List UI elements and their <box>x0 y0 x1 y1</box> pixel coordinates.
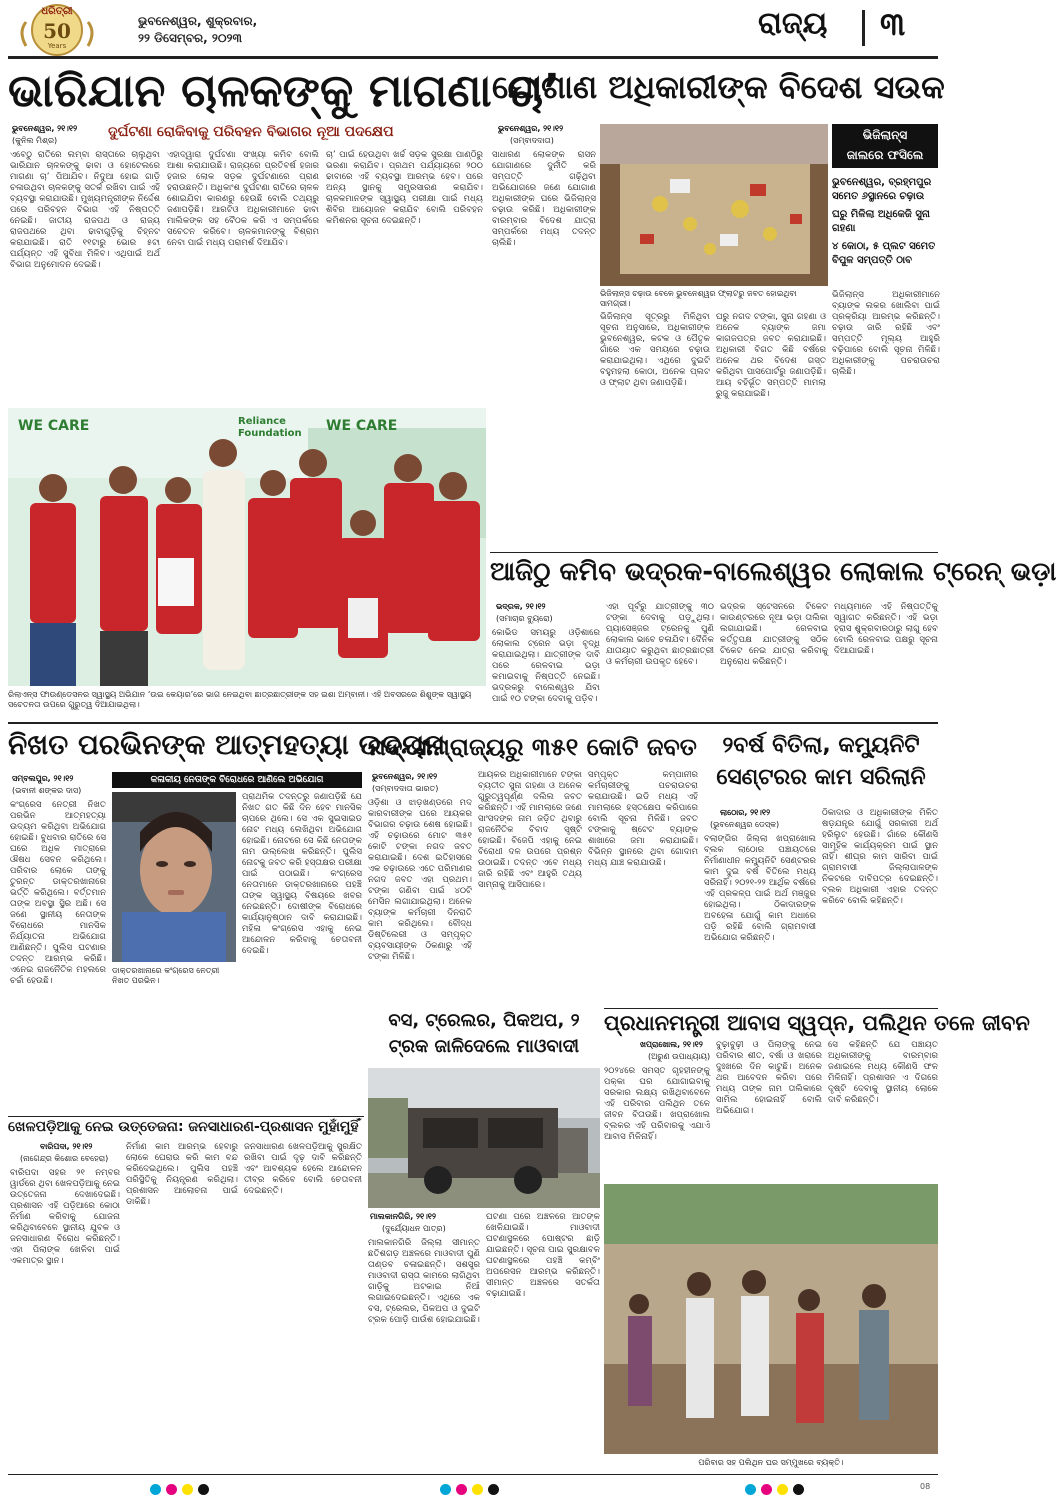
section-title: ରାଜ୍ୟ <box>758 6 828 41</box>
story6-dateline: ମାଲକାନଗିରି, ୨୧।୧୨ <box>370 1212 436 1221</box>
story6-byline: (ଦୁର୍ଯ୍ୟୋଧନ ପାତ୍ର) <box>382 1224 446 1233</box>
story8-top-rule <box>604 1008 938 1009</box>
reliance-photo <box>8 408 486 686</box>
anniversary-logo <box>12 2 102 56</box>
story9-headline: ଖେଳପଡ଼ିଆକୁ ନେଇ ଉତ୍ତେଜନା: ଜନସାଧାରଣ-ପ୍ରଶାସନ ମୁହାଁମୁହିଁ <box>8 1119 359 1135</box>
story9-col3: ଜନସାଧାରଣ ଖେଳପଡ଼ିଆକୁ ସୁରକ୍ଷିତ ରଖିବା ପାଇଁ ଦୃଢ଼ ଦାବି କରିଛନ୍ତି ଏବଂ ଆବଶ୍ୟକ ହେଲେ ଆନ୍ଦୋଳନ ତୀବ୍ର କରିବେ ବୋଲି ଚେତାବନୀ ଦେଇଛନ୍ତି। <box>244 1142 362 1196</box>
story2-col3: ଭିଜିଲାନ୍ସ ଅଧିକାରୀମାନେ ବ୍ୟାଙ୍କ ଲକର ଖୋଲିବା ପାଇଁ ପ୍ରକ୍ରିୟା ଆରମ୍ଭ କରିଛନ୍ତି। ଚଢ଼ାଉ ଜାରି ରହିଛି ଏବଂ ସମ୍ପତ୍ତି ମୂଲ୍ୟ ଆହୁରି ବଢ଼ିପାରେ ବୋଲି ସୂଚନା ମିଳିଛି। ଅଧିକାରୀଙ୍କୁ ପଚରାଉଚରା ଚାଲିଛି। <box>832 290 940 377</box>
banner-we-care-right: WE CARE <box>326 418 398 434</box>
vigilance-box-title-1: ଭିଜିଲାନ୍ସ <box>862 128 908 142</box>
logo-years: Years <box>47 42 67 50</box>
story5-headline: ମଦ ସାମ୍ରାଜ୍ୟରୁ ୩୫୧ କୋଟି ଜବତ <box>368 733 697 761</box>
story9-byline: (ନାଗେନ୍ଦ୍ର କିଶୋର ବେହେରା) <box>20 1154 109 1163</box>
story5-col3: ସମ୍ପୃକ୍ତ କମ୍ପାନୀର କର୍ମଚାରୀଙ୍କୁ ପଚରାଉଚରା କରାଯାଉଛି। ଇଡି ମଧ୍ୟ ଏହି ମାମଲାରେ ହସ୍ତକ୍ଷେପ କରିପାରେ ବୋଲି ସୂଚନା ମିଳିଛି। ଜବତ ଟଙ୍କାକୁ ଷ୍ଟେଟ ବ୍ୟାଙ୍କ ଶାଖାରେ ଜମା କରାଯାଇଛି। ବିଭିନ୍ନ ସ୍ଥାନରେ ଥିବା ଗୋଦାମ ମଧ୍ୟ ଯାଞ୍ଚ କରାଯାଉଛି। <box>588 770 698 868</box>
burnt-truck-photo <box>368 1068 600 1208</box>
page-number: ୩ <box>880 5 906 43</box>
banner-we-care-left: WE CARE <box>18 418 90 434</box>
nikhat-photo <box>112 792 236 962</box>
story8-col3: ସେ କହିଛନ୍ତି ଯେ ପଞ୍ଚାୟତ ଅଧିକାରୀଙ୍କୁ ବାରମ୍ବାର ଜଣାଇଲେ ମଧ୍ୟ କୌଣସି ଫଳ ମିଳିନାହିଁ। ପ୍ରଶାସନ ଏ ଦିଗରେ ଦୃଷ୍ଟି ଦେବାକୁ ସ୍ଥାନୀୟ ଲୋକେ ଦାବି କରିଛନ୍ତି। <box>828 1040 938 1105</box>
story7-col1: ବଲାଙ୍ଗିର ଜିଲ୍ଲା ଖପ୍ରାଖୋଲ ବ୍ଲକ ଲାଠୋର ପଞ୍ଚାୟତରେ ନିର୍ମାଣାଧୀନ କମ୍ୟୁନିଟି ସେଣ୍ଟରର କାମ ଦୁଇ ବର୍ଷ ବିତିଲେ ମଧ୍ୟ ସରିନାହିଁ। ୨୦୨୧-୨୨ ଆର୍ଥିକ ବର୍ଷରେ ଏହି ପ୍ରକଳ୍ପ ପାଇଁ ଅର୍ଥ ମଞ୍ଜୁର ହୋଇଥିଲା। ଠିକାଦାରଙ୍କ ଅବହେଳା ଯୋଗୁଁ କାମ ଅଧାରେ ପଡ଼ି ରହିଛି ବୋଲି ଗ୍ରାମବାସୀ ଅଭିଯୋଗ କରିଛନ୍ତି। <box>704 834 816 943</box>
footer-rule <box>8 1474 938 1475</box>
story4-label: କଳାକୀୟ ନେତାଙ୍କ ବିରୋଧରେ ଆଣିଲେ ଅଭିଯୋଗ <box>112 772 362 788</box>
story6-col1: ମାଲକାନଗିରି ଜିଲ୍ଲା ସୀମାନ୍ତ ଛତିଶଗଡ଼ ଅଞ୍ଚଳରେ ମାଓବାଦୀ ପୁଣି ତାଣ୍ଡବ ଚଳାଇଛନ୍ତି। ସଶସ୍ତ୍ର ମାଓବାଦୀ ରାସ୍ତା କାମରେ ଲାଗିଥିବା ଗାଡ଼ିକୁ ଅଟକାଇ ନିଆଁ ଲଗାଇଦେଇଛନ୍ତି। ଏଥିରେ ଏକ ବସ, ଟ୍ରେଲର, ପିକଅପ ଓ ଦୁଇଟି ଟ୍ରକ ପୋଡ଼ି ପାଉଁଶ ହୋଇଯାଇଛି। <box>368 1238 480 1325</box>
story1-subhead: ଦୁର୍ଘଟଣା ରୋକିବାକୁ ପରିବହନ ବିଭାଗର ନୂଆ ପଦକ୍ଷେପ <box>108 124 394 140</box>
mid-rule <box>8 722 938 724</box>
story7-headline-2: ସେଣ୍ଟରର କାମ ସରିଲାନି <box>716 765 926 790</box>
section-divider <box>862 10 865 46</box>
story8-col1: ୨୦୨୪ରେ ସମସ୍ତ ଗୃହହୀନଙ୍କୁ ପକ୍କା ଘର ଯୋଗାଇବାକୁ ସରକାର ଲକ୍ଷ୍ୟ ରଖିଥିବାବେଳେ ଏହି ପରିବାର ପଲିଥିନ ତଳେ ଜୀବନ ବିତାଉଛି। ଖପ୍ରାଖୋଲ ବ୍ଲକର ଏହି ପରିବାରକୁ ଏଯାଏଁ ଆବାସ ମିଳିନାହିଁ। <box>604 1066 710 1142</box>
story2-col1: ଭିଜିଲାନ୍ସ ସୂତ୍ରରୁ ମିଳିଥିବା ସୂଚନା ଅନୁସାରେ, ଅଧିକାରୀଙ୍କ ଭୁବନେଶ୍ୱର, କଟକ ଓ ପୈତୃକ ଗାଁରେ ଏକ ସମୟରେ ଚଢ଼ାଉ କରାଯାଇଥିଲା। ଏଥିରେ ଦୁଇଟି ବହୁମହଲା କୋଠା, ଅନେକ ପ୍ଲଟ ଓ ଫ୍ଲାଟ ଥିବା ଜଣାପଡ଼ିଛି। <box>600 312 710 388</box>
registration-marks <box>0 1480 945 1498</box>
story3-col2: ଏହା ପୂର୍ବରୁ ଯାତ୍ରୀଙ୍କୁ ୩୦ ଟଙ୍କା ଦେବାକୁ ପଡ଼ୁଥିଲା। ପ୍ୟାସେଞ୍ଜର ଟ୍ରେନକୁ ପୁଣି ଲୋକାଲ ଭାବେ ଚଳାଯିବ। ଦୈନିକ ଯାତାୟାତ କରୁଥିବା ଛାତ୍ରଛାତ୍ରୀ ଓ କର୍ମଚାରୀ ଉପକୃତ ହେବେ। <box>606 602 714 667</box>
vigilance-photo <box>600 124 828 286</box>
vigilance-photo-caption: ଭିଜିଲାନ୍ସ ଚଢ଼ାଉ ବେଳେ ଭୁବନେଶ୍ୱର ଫ୍ଲାଟରୁ ଜବତ ହୋଇଥିବା ସାମଗ୍ରୀ। <box>600 289 797 308</box>
reg-dot-black-2 <box>488 1484 499 1495</box>
story2-intro: ସାଧାରଣ ଲୋକଙ୍କ ରାସନ ଯୋଗାଣରେ ଦୁର୍ନୀତି କରି ସମ୍ପତ୍ତି ଗଢ଼ିଥିବା ଅଭିଯୋଗରେ ଜଣେ ଯୋଗାଣ ଅଧିକାରୀଙ୍କ ଘରେ ଭିଜିଲାନ୍ସ ଚଢ଼ାଉ କରିଛି। ଅଧିକାରୀଙ୍କ ବାରମ୍ବାର ବିଦେଶ ଯାତ୍ରା ସମ୍ପର୍କରେ ମଧ୍ୟ ତଦନ୍ତ ଚାଲିଛି। <box>492 150 596 248</box>
story2-intro-cont <box>492 404 596 548</box>
bullet-2: ଘରୁ ମିଳିଲା ଅଧିକେଜି ସୁନା ଗହଣା <box>832 209 930 234</box>
photo1-caption: ରିଲାଏନ୍ସ ଫାଉଣ୍ଡେସନର ସ୍ୱାସ୍ଥ୍ୟ ଅଭିଯାନ ‘ଉଇ କେୟାର’ରେ ଭାଗ ନେଇଥିବା ଛାତ୍ରଛାତ୍ରୀଙ୍କ ସହ ଇଶା ଅମ୍ବାନୀ। ଏହି ଅବସରରେ ଶିଶୁଙ୍କ ସ୍ୱାସ୍ଥ୍ୟ ସଚେତନତା ଉପରେ ଗୁରୁତ୍ୱ ଦିଆଯାଇଥିଲା। <box>8 690 472 709</box>
story5-col2: ଆୟକର ଅଧିକାରୀମାନେ ଟଙ୍କା ବ୍ୟତୀତ ସୁନା ଗହଣା ଓ ଅନେକ ଗୁରୁତ୍ୱପୂର୍ଣ୍ଣ ଦଲିଲ ଜବତ କରିଛନ୍ତି। ଏହି ମାମଲାରେ ଜଣେ ସାଂସଦଙ୍କ ନାମ ଜଡ଼ିତ ଥିବାରୁ ରାଜନୈତିକ ବିବାଦ ସୃଷ୍ଟି ହୋଇଛି। ବିଜେପି ଏହାକୁ ନେଇ ବିରୋଧୀ ଦଳ ଉପରେ ପ୍ରଶ୍ନ ଉଠାଇଛି। ତଦନ୍ତ ଏବେ ମଧ୍ୟ ଜାରି ରହିଛି ଏବଂ ଆହୁରି ତଥ୍ୟ ସାମ୍ନାକୁ ଆସିପାରେ। <box>478 770 582 890</box>
date-line-2: ୨୨ ଡିସେମ୍ବର, ୨୦୨୩ <box>138 31 242 45</box>
story9-col2: ନିର୍ମାଣ କାମ ଆରମ୍ଭ ହେବାରୁ ଲୋକେ ଘେରାଉ କରି କାମ ବନ୍ଦ କରିଦେଇଥିଲେ। ପୁଲିସ ପହଞ୍ଚି ପରିସ୍ଥିତିକୁ ନିୟନ୍ତ୍ରଣ କରିଥିଲା। ପ୍ରଶାସନ ଆଲୋଚନା ପାଇଁ ଡାକିଛି। <box>126 1142 238 1207</box>
bullet-1: ଭୁବନେଶ୍ୱର, ବ୍ରହ୍ମପୁର ସମେତ ୬ସ୍ଥାନରେ ଚଢ଼ାଉ <box>832 177 932 202</box>
vigilance-box <box>832 124 938 168</box>
vigilance-bullets <box>832 176 940 286</box>
story5-dateline: ଭୁବନେଶ୍ୱର, ୨୧।୧୨ <box>372 772 438 781</box>
story4-dateline: ସମ୍ବଲପୁର, ୨୧।୧୨ <box>12 774 74 783</box>
story3-byline: (ସମାଚାର ବ୍ୟୁରୋ) <box>496 614 553 623</box>
story4-headline: ନିଖତ ପରଭିନଙ୍କ ଆତ୍ମହତ୍ୟା ଉଦ୍ୟମ <box>8 728 446 761</box>
story8-col2: ବୁଢ଼ାବୁଢ଼ୀ ଓ ପିଲାଙ୍କୁ ନେଇ ପରିବାର ଶୀତ, ବର୍ଷା ଓ ଖରାରେ ଦୁଃଖରେ ଦିନ କାଟୁଛି। ଅନେକ ଥର ଆବେଦନ କରିବା ପରେ ମଧ୍ୟ ତାଙ୍କ ନାମ ତାଲିକାରେ ସାମିଲ ହୋଇନାହିଁ ବୋଲି ଅଭିଯୋଗ। <box>716 1040 822 1116</box>
story3-col3: ଭଦ୍ରକ ସ୍ଟେସନରେ ଟିକେଟ କାଉଣ୍ଟରରେ ନୂଆ ଭଡ଼ା ତାଲିକା ଲଗାଯାଇଛି। ରେଳବାଇ କର୍ତ୍ତୃପକ୍ଷ ଯାତ୍ରୀଙ୍କୁ ସଠିକ ଟିକେଟ ନେଇ ଯାତ୍ରା କରିବାକୁ ଅନୁରୋଧ କରିଛନ୍ତି। <box>720 602 828 667</box>
story1-byline: (କୁନିଲ ମିଶ୍ର) <box>12 136 58 145</box>
story3-top-rule <box>490 552 938 553</box>
story8-headline: ପ୍ରଧାନମନ୍ତ୍ରୀ ଆବାସ ସ୍ୱପ୍ନ, ପଲିଥିନ ତଳେ ଜୀବନ <box>604 1011 1030 1035</box>
date-line-1: ଭୁବନେଶ୍ୱର, ଶୁକ୍ରବାର, <box>138 14 258 28</box>
story1-headline: ଭାରିଯାନ ଚାଳକଙ୍କୁ ମାଗଣା ଚା’ <box>8 64 561 117</box>
story4-col1-cont <box>10 1002 236 1112</box>
story4-col2: ପ୍ରାଥମିକ ତଦନ୍ତରୁ ଜଣାପଡ଼ିଛି ଯେ ନିଖତ ଗତ କିଛି ଦିନ ହେବ ମାନସିକ ଚାପରେ ଥିଲେ। ସେ ଏକ ସୁଇସାଇଡ ନୋଟ ମଧ୍ୟ ଲେଖିଥିବା ଅଭିଯୋଗ ହୋଇଛି। ନୋଟରେ ସେ କିଛି ନେତାଙ୍କ ନାମ ଉଲ୍ଲେଖ କରିଛନ୍ତି। ପୁଲିସ ନୋଟକୁ ଜବତ କରି ହସ୍ତାକ୍ଷର ପରୀକ୍ଷା ପାଇଁ ପଠାଇଛି। କଂଗ୍ରେସ ନେତାମାନେ ଡାକ୍ତରଖାନାରେ ପହଞ୍ଚି ତାଙ୍କ ସ୍ୱାସ୍ଥ୍ୟ ବିଷୟରେ ଖବର ନେଇଛନ୍ତି। ଦୋଷୀଙ୍କ ବିରୋଧରେ କାର୍ଯ୍ୟାନୁଷ୍ଠାନ ଦାବି କରାଯାଇଛି। ମହିଳା କଂଗ୍ରେସ ଏହାକୁ ନେଇ ଆନ୍ଦୋଳନ କରିବାକୁ ଚେତାବନୀ ଦେଇଛି। <box>242 792 362 956</box>
bullet-3: ୪ କୋଠା, ୫ ପ୍ଲଟ ସମେତ ବିପୁଳ ସମ୍ପତ୍ତି ଠାବ <box>832 241 936 266</box>
story1-col2: ଏହାଦ୍ୱାରା ଦୁର୍ଘଟଣା ସଂଖ୍ୟା କମିବ ବୋଲି ଆଶା କରାଯାଉଛି। ରାଜ୍ୟରେ ପ୍ରତିବର୍ଷ ହଜାର ହଜାର ଲୋକ ସଡ଼କ ଦୁର୍ଘଟଣାରେ ପ୍ରାଣ ହରାଉଛନ୍ତି। ଅଧିକାଂଶ ଦୁର୍ଘଟଣା ରାତିରେ ଚାଳକ ଶୋଇଯିବା କାରଣରୁ ହେଉଛି ବୋଲି ତଥ୍ୟରୁ ଜଣାପଡ଼ିଛି। ଆରଟିଓ ଅଧିକାରୀମାନେ ଢାବା ମାଲିକଙ୍କ ସହ ବୈଠକ କରି ଏ ସମ୍ପର୍କରେ ସଚେତନ କରିବେ। ଚାଳକମାନଙ୍କୁ ବିଶ୍ରାମ ନେବା ପାଇଁ ମଧ୍ୟ ପରାମର୍ଶ ଦିଆଯିବ। <box>167 150 319 248</box>
story6-headline: ବସ, ଟ୍ରେଲର, ପିକଅପ, ୨ ଟ୍ରକ ଜାଳିଦେଲେ ମାଓବାଦୀ <box>388 1010 580 1057</box>
reg-dot-magenta-1 <box>166 1484 177 1495</box>
reg-dot-cyan-2 <box>440 1484 451 1495</box>
story2-col2: ଘରୁ ନଗଦ ଟଙ୍କା, ସୁନା ଗହଣା ଓ ଅନେକ ବ୍ୟାଙ୍କ ଜମା କାଗଜପତ୍ର ଜବତ କରାଯାଇଛି। ଅଧିକାରୀ ବିଗତ କିଛି ବର୍ଷରେ ଅନେକ ଥର ବିଦେଶ ଗସ୍ତ କରିଥିବା ପାସପୋର୍ଟରୁ ଜଣାପଡ଼ିଛି। ଆୟ ବହିର୍ଭୂତ ସମ୍ପତ୍ତି ମାମଲା ରୁଜୁ କରାଯାଇଛି। <box>716 312 826 399</box>
reg-dot-black-1 <box>198 1484 209 1495</box>
story7-headline-1: ୨ବର୍ଷ ବିତିଲା, କମ୍ୟୁନିଟି <box>722 733 920 758</box>
story3-headline: ଆଜିଠୁ କମିବ ଭଦ୍ରକ-ବାଲେଶ୍ୱର ଲୋକାଲ ଟ୍ରେନ୍ ଭଡ଼ା <box>490 557 1056 587</box>
story3-col4: ମଧ୍ୟମାନେ ଏହି ନିଷ୍ପତ୍ତିକୁ ସ୍ୱାଗତ କରିଛନ୍ତି। ଏହି ଭଡ଼ା ହ୍ରାସ ଶୁକ୍ରବାରଠାରୁ ଲାଗୁ ହେବ ବୋଲି ରେଳବାଇ ପକ୍ଷରୁ ସୂଚନା ଦିଆଯାଇଛି। <box>834 602 938 656</box>
story8-dateline: ଖପ୍ରାଖୋଲ, ୨୧।୧୨ <box>640 1040 703 1049</box>
logo-number: 50 <box>43 19 71 43</box>
reg-dot-cyan-1 <box>150 1484 161 1495</box>
reg-dot-yellow-3 <box>777 1484 788 1495</box>
story9-dateline: ବାରିପଦା, ୨୧।୧୨ <box>40 1142 93 1151</box>
reg-dot-magenta-2 <box>456 1484 467 1495</box>
family-photo <box>604 1184 938 1454</box>
story5-col1: ଓଡ଼ିଶା ଓ ଝାଡ଼ଖଣ୍ଡରେ ମଦ କାରବାରୀଙ୍କ ଘରେ ଆୟକର ବିଭାଗର ଚଢ଼ାଉ ଶେଷ ହୋଇଛି। ଏହି ଚଢ଼ାଉରେ ମୋଟ ୩୫୧ କୋଟି ଟଙ୍କା ନଗଦ ଜବତ କରାଯାଇଛି। ଦେଶ ଇତିହାସରେ ଏକ ଚଢ଼ାଉରେ ଏତେ ପରିମାଣର ନଗଦ ଜବତ ଏହା ପ୍ରଥମ। ଟଙ୍କା ଗଣିବା ପାଇଁ ୪୦ଟି ମେସିନ ଲଗାଯାଇଥିଲା। ଅନେକ ବ୍ୟାଙ୍କ କର୍ମଚାରୀ ଦିନରାତି କାମ କରିଥିଲେ। ବୌଦ୍ଧ ଡିଷ୍ଟିଲେରୀ ଓ ସମ୍ପୃକ୍ତ ବ୍ୟବସାୟୀଙ୍କ ଠିକଣାରୁ ଏହି ଟଙ୍କା ମିଳିଛି। <box>368 798 472 962</box>
reg-dot-yellow-2 <box>472 1484 483 1495</box>
story7-byline: (ଭୁବନେଶ୍ୱର ଡେସ୍କ) <box>710 820 780 829</box>
story1-col1: ଏବେଠୁ ରାତିରେ ଲମ୍ବା ରାସ୍ତାରେ ଚାଲୁଥିବା ଭାରିଯାନ ଚାଳକଙ୍କୁ ଢାବା ଓ ହୋଟେଲରେ ମାଗଣା ଚା’ ପିଆଯିବ। ନିଦୁଆ ହୋଇ ଗାଡ଼ି ଚଳାଉଥିବା ଚାଳକଙ୍କୁ ସତର୍କ ରଖିବା ପାଇଁ ଏହି ବ୍ୟବସ୍ଥା କରାଯାଉଛି। ମୁଖ୍ୟମନ୍ତ୍ରୀଙ୍କ ନିର୍ଦ୍ଦେଶ ପରେ ପରିବହନ ବିଭାଗ ଏହି ନିଷ୍ପତ୍ତି ନେଇଛି। ଜାତୀୟ ରାଜପଥ ଓ ରାଜ୍ୟ ରାଜପଥରେ ଥିବା ଢାବାଗୁଡ଼ିକୁ ଚିହ୍ନଟ କରାଯାଇଛି। ରାତି ୧୧ଟାରୁ ଭୋର ୫ଟା ପର୍ଯ୍ୟନ୍ତ ଏହି ସୁବିଧା ମିଳିବ। ଏଥିପାଇଁ ଅର୍ଥ ବିଭାଗ ଅନୁମୋଦନ ଦେଇଛି। <box>10 150 160 270</box>
banner-reliance-foundation: Reliance Foundation <box>238 416 302 439</box>
story7-col2: ଠିକାଦାର ଓ ଅଧିକାରୀଙ୍କ ମିଳିତ ଷଡ଼ଯନ୍ତ୍ର ଯୋଗୁଁ ସରକାରୀ ଅର୍ଥ ହରିଲୁଟ ହେଉଛି। ଗାଁରେ କୌଣସି ସାମୂହିକ କାର୍ଯ୍ୟକ୍ରମ ପାଇଁ ସ୍ଥାନ ନାହିଁ। ଶୀଘ୍ର କାମ ସାରିବା ପାଇଁ ଗ୍ରାମବାସୀ ଜିଲ୍ଲାପାଳଙ୍କ ନିକଟରେ ଦାବିପତ୍ର ଦେଇଛନ୍ତି। ବ୍ଲକ ଅଧିକାରୀ ଏହାର ତଦନ୍ତ କରିବେ ବୋଲି କହିଛନ୍ତି। <box>822 808 938 906</box>
story4-byline: (ଭବାନୀ ଶଙ୍କର ଦାସ) <box>12 786 82 795</box>
story7-dateline: ଲାଠୋର, ୨୧।୧୨ <box>720 808 771 817</box>
logo-name: ଧରିତ୍ରୀ <box>41 6 73 17</box>
story3-col1: କୋଭିଡ ସମୟରୁ ଓଡ଼ିଶାରେ ଲୋକାଲ ଟ୍ରେନ ଭଡ଼ା ବୃଦ୍ଧି କରାଯାଇଥିଲା। ଯାତ୍ରୀଙ୍କ ଦାବି ପରେ ରେଳବାଇ ଭଡ଼ା କମାଇବାକୁ ନିଷ୍ପତ୍ତି ନେଇଛି। ଭଦ୍ରକରୁ ବାଲେଶ୍ୱର ଯିବା ପାଇଁ ୧୦ ଟଙ୍କା ଦେବାକୁ ପଡ଼ିବ। <box>492 628 600 704</box>
reg-dot-black-3 <box>793 1484 804 1495</box>
story2-headline: ଯୋଗାଣ ଅଧିକାରୀଙ୍କ ବିଦେଶ ସଉକ <box>492 68 945 106</box>
story2-byline: (ସମ୍ବାଦଦାତା) <box>510 136 554 145</box>
page-code: 08 <box>920 1482 931 1491</box>
masthead-rule <box>8 56 938 59</box>
story8-byline: (ଅରୁଣ ଉପାଧ୍ୟାୟ) <box>648 1052 711 1061</box>
story6-col2: ଘଟଣା ପରେ ଅଞ୍ଚଳରେ ଆତଙ୍କ ଖେଳିଯାଇଛି। ମାଓବାଦୀ ଘଟଣାସ୍ଥଳରେ ପୋଷ୍ଟର ଛାଡ଼ି ଯାଇଛନ୍ତି। ସୂଚନା ପାଇ ସୁରକ୍ଷାବଳ ଘଟଣାସ୍ଥଳରେ ପହଞ୍ଚି କମ୍ବିଂ ଅପରେସନ ଆରମ୍ଭ କରିଛନ୍ତି। ସୀମାନ୍ତ ଅଞ୍ଚଳରେ ସତର୍କତା ବଢ଼ାଯାଇଛି। <box>486 1212 600 1299</box>
reg-dot-yellow-1 <box>182 1484 193 1495</box>
story2-dateline: ଭୁବନେଶ୍ୱର, ୨୧।୧୨ <box>498 124 564 133</box>
masthead <box>0 0 945 60</box>
reg-dot-cyan-3 <box>745 1484 756 1495</box>
vigilance-box-title-2: ଜାଲରେ ଫସିଲେ <box>846 148 924 162</box>
story3-dateline: ଭଦ୍ରକ, ୨୧।୧୨ <box>496 602 546 611</box>
story9-top-rule <box>8 1116 364 1117</box>
nikhat-photo-caption: ଡାକ୍ତରଖାନାରେ କଂଗ୍ରେସ ନେତ୍ରୀ ନିଖତ ପରଭିନ। <box>112 966 220 985</box>
story9-col1: ବାରିପଦା ସହର ୨୧ ନମ୍ବର ୱାର୍ଡରେ ଥିବା ଖେଳପଡ଼ିଆକୁ ନେଇ ଉତ୍ତେଜନା ଦେଖାଦେଇଛି। ପ୍ରଶାସନ ଏହି ପଡ଼ିଆରେ କୋଠା ନିର୍ମାଣ କରିବାକୁ ଯୋଜନା କରିଥିବାବେଳେ ସ୍ଥାନୀୟ ଯୁବକ ଓ ଜନସାଧାରଣ ବିରୋଧ କରିଛନ୍ତି। ଏହା ପିଲାଙ୍କ ଖେଳିବା ପାଇଁ ଏକମାତ୍ର ସ୍ଥାନ। <box>10 1168 120 1266</box>
reg-dot-magenta-3 <box>761 1484 772 1495</box>
story5-byline: (ସମ୍ବାଦଦାତା ଭାରତ) <box>372 784 439 793</box>
story4-col1: କଂଗ୍ରେସ ନେତ୍ରୀ ନିଖତ ପରଭିନ ଆତ୍ମହତ୍ୟା ଉଦ୍ୟମ କରିଥିବା ଅଭିଯୋଗ ହୋଇଛି। ବୁଧବାର ରାତିରେ ସେ ଘରେ ଅଧିକ ମାତ୍ରାରେ ଔଷଧ ସେବନ କରିଥିଲେ। ପରିବାର ଲୋକେ ତାଙ୍କୁ ତୁରନ୍ତ ଡାକ୍ତରଖାନାରେ ଭର୍ତ୍ତି କରିଥିଲେ। ବର୍ତ୍ତମାନ ତାଙ୍କ ଅବସ୍ଥା ସ୍ଥିର ଅଛି। ସେ ଜଣେ ସ୍ଥାନୀୟ ନେତାଙ୍କ ବିରୋଧରେ ମାନସିକ ନିର୍ଯ୍ୟାତନା ଅଭିଯୋଗ ଆଣିଛନ୍ତି। ପୁଲିସ ଘଟଣାର ତଦନ୍ତ ଆରମ୍ଭ କରିଛି। ଏନେଇ ରାଜନୈତିକ ମହଲରେ ଚର୍ଚ୍ଚା ହେଉଛି। <box>10 800 106 986</box>
family-photo-caption: ପରିବାର ସହ ପଲିଥିନ ଘର ସମ୍ମୁଖରେ ବ୍ୟକ୍ତି। <box>698 1458 844 1467</box>
story1-col3: ଚା’ ପାଇଁ ହେଉଥିବା ଖର୍ଚ୍ଚ ସଡ଼କ ସୁରକ୍ଷା ପାଣ୍ଠିରୁ ଭରଣା କରାଯିବ। ପ୍ରଥମ ପର୍ଯ୍ୟାୟରେ ୨୦୦ ଢାବାରେ ଏହି ବ୍ୟବସ୍ଥା ଆରମ୍ଭ ହେବ। ପରେ ଅନ୍ୟ ସ୍ଥାନକୁ ସମ୍ପ୍ରସାରଣ କରାଯିବ। ଚାଳକମାନଙ୍କ ସ୍ୱାସ୍ଥ୍ୟ ପରୀକ୍ଷା ପାଇଁ ମଧ୍ୟ ଶିବିର ଆୟୋଜନ କରାଯିବ ବୋଲି ପରିବହନ କମିଶନର ସୂଚନା ଦେଇଛନ୍ତି। <box>326 150 483 226</box>
story1-dateline: ଭୁବନେଶ୍ୱର, ୨୧।୧୨ <box>12 124 78 133</box>
